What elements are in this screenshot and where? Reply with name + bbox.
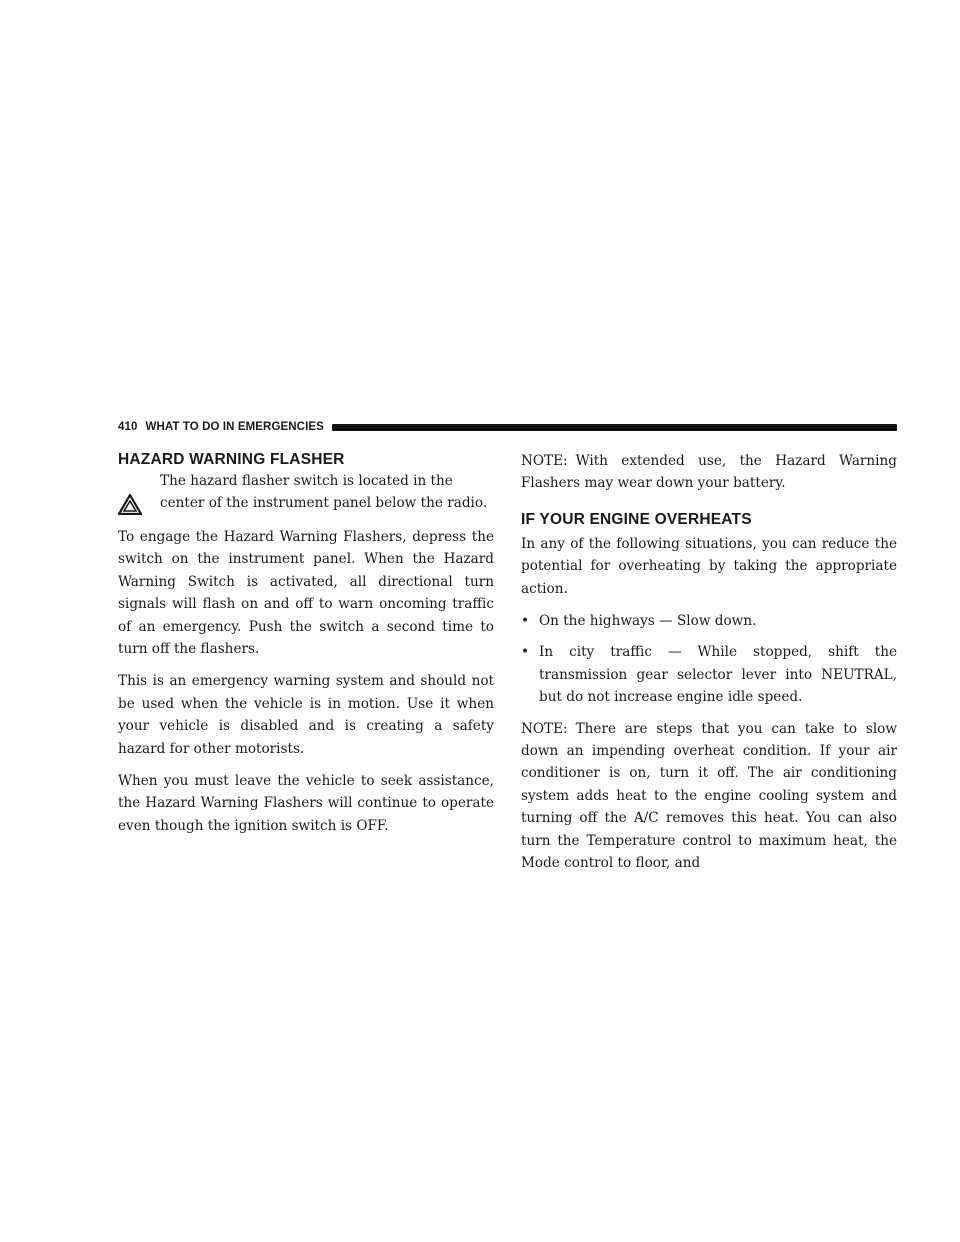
overheat-heading: IF YOUR ENGINE OVERHEATS xyxy=(521,510,752,528)
hazard-paragraph-1: To engage the Hazard Warning Flashers, depress the switch on the instrument panel. When the Hazard Warning Switch is activated, all directional turn signals will flash on and off to warn oncoming traffic of an emergency. Push the switch a second time to turn off the flashers. xyxy=(118,529,494,658)
header-rule xyxy=(332,424,897,431)
right-column xyxy=(521,450,897,875)
list-item-text: On the highways — Slow down. xyxy=(539,613,757,630)
overheat-bullet-list xyxy=(521,610,897,709)
hazard-warning-heading: HAZARD WARNING FLASHER xyxy=(118,451,345,468)
note-label: NOTE: xyxy=(521,453,568,469)
overheat-intro: In any of the following situations, you can reduce the potential for overheating by taking the appropriate action. xyxy=(521,535,897,597)
note-label: NOTE: xyxy=(521,720,568,737)
list-item-text: In city traffic — While stopped, shift the transmission gear selector lever into NEUTRAL, but do not increase engine idle speed. xyxy=(539,644,897,706)
bullet-icon: • xyxy=(521,613,530,630)
hazard-paragraph-2: This is an emergency warning system and should not be used when the vehicle is in motion. Use it when your vehicle is disabled and is creating a safety hazard for other motorists. xyxy=(118,673,494,757)
left-column xyxy=(118,450,494,837)
note-text: There are steps that you can take to slow down an impending overheat condition. If your air conditioner is on, turn it off. The air conditioning system adds heat to the engine cooling system and turning off the A/C removes this heat. You can also turn the Temperature control to maximum heat, the Mode control to floor, and xyxy=(521,720,897,872)
list-item xyxy=(521,641,897,708)
hazard-intro-block xyxy=(118,470,494,516)
note-text: With extended use, the Hazard Warning Flashers may wear down your battery. xyxy=(521,453,897,492)
hazard-intro-text: The hazard flasher switch is located in the center of the instrument panel below the radio. xyxy=(160,473,488,512)
page-number: 410 xyxy=(118,421,138,433)
running-header xyxy=(118,419,897,435)
overheat-note xyxy=(521,718,897,875)
hazard-triangle-icon xyxy=(118,494,142,515)
hazard-paragraph-3: When you must leave the vehicle to seek assistance, the Hazard Warning Flashers will continue to operate even though the ignition switch is OFF. xyxy=(118,773,494,834)
list-item xyxy=(521,610,897,632)
battery-note xyxy=(521,450,897,495)
section-title: WHAT TO DO IN EMERGENCIES xyxy=(145,421,324,433)
bullet-icon: • xyxy=(521,644,530,661)
